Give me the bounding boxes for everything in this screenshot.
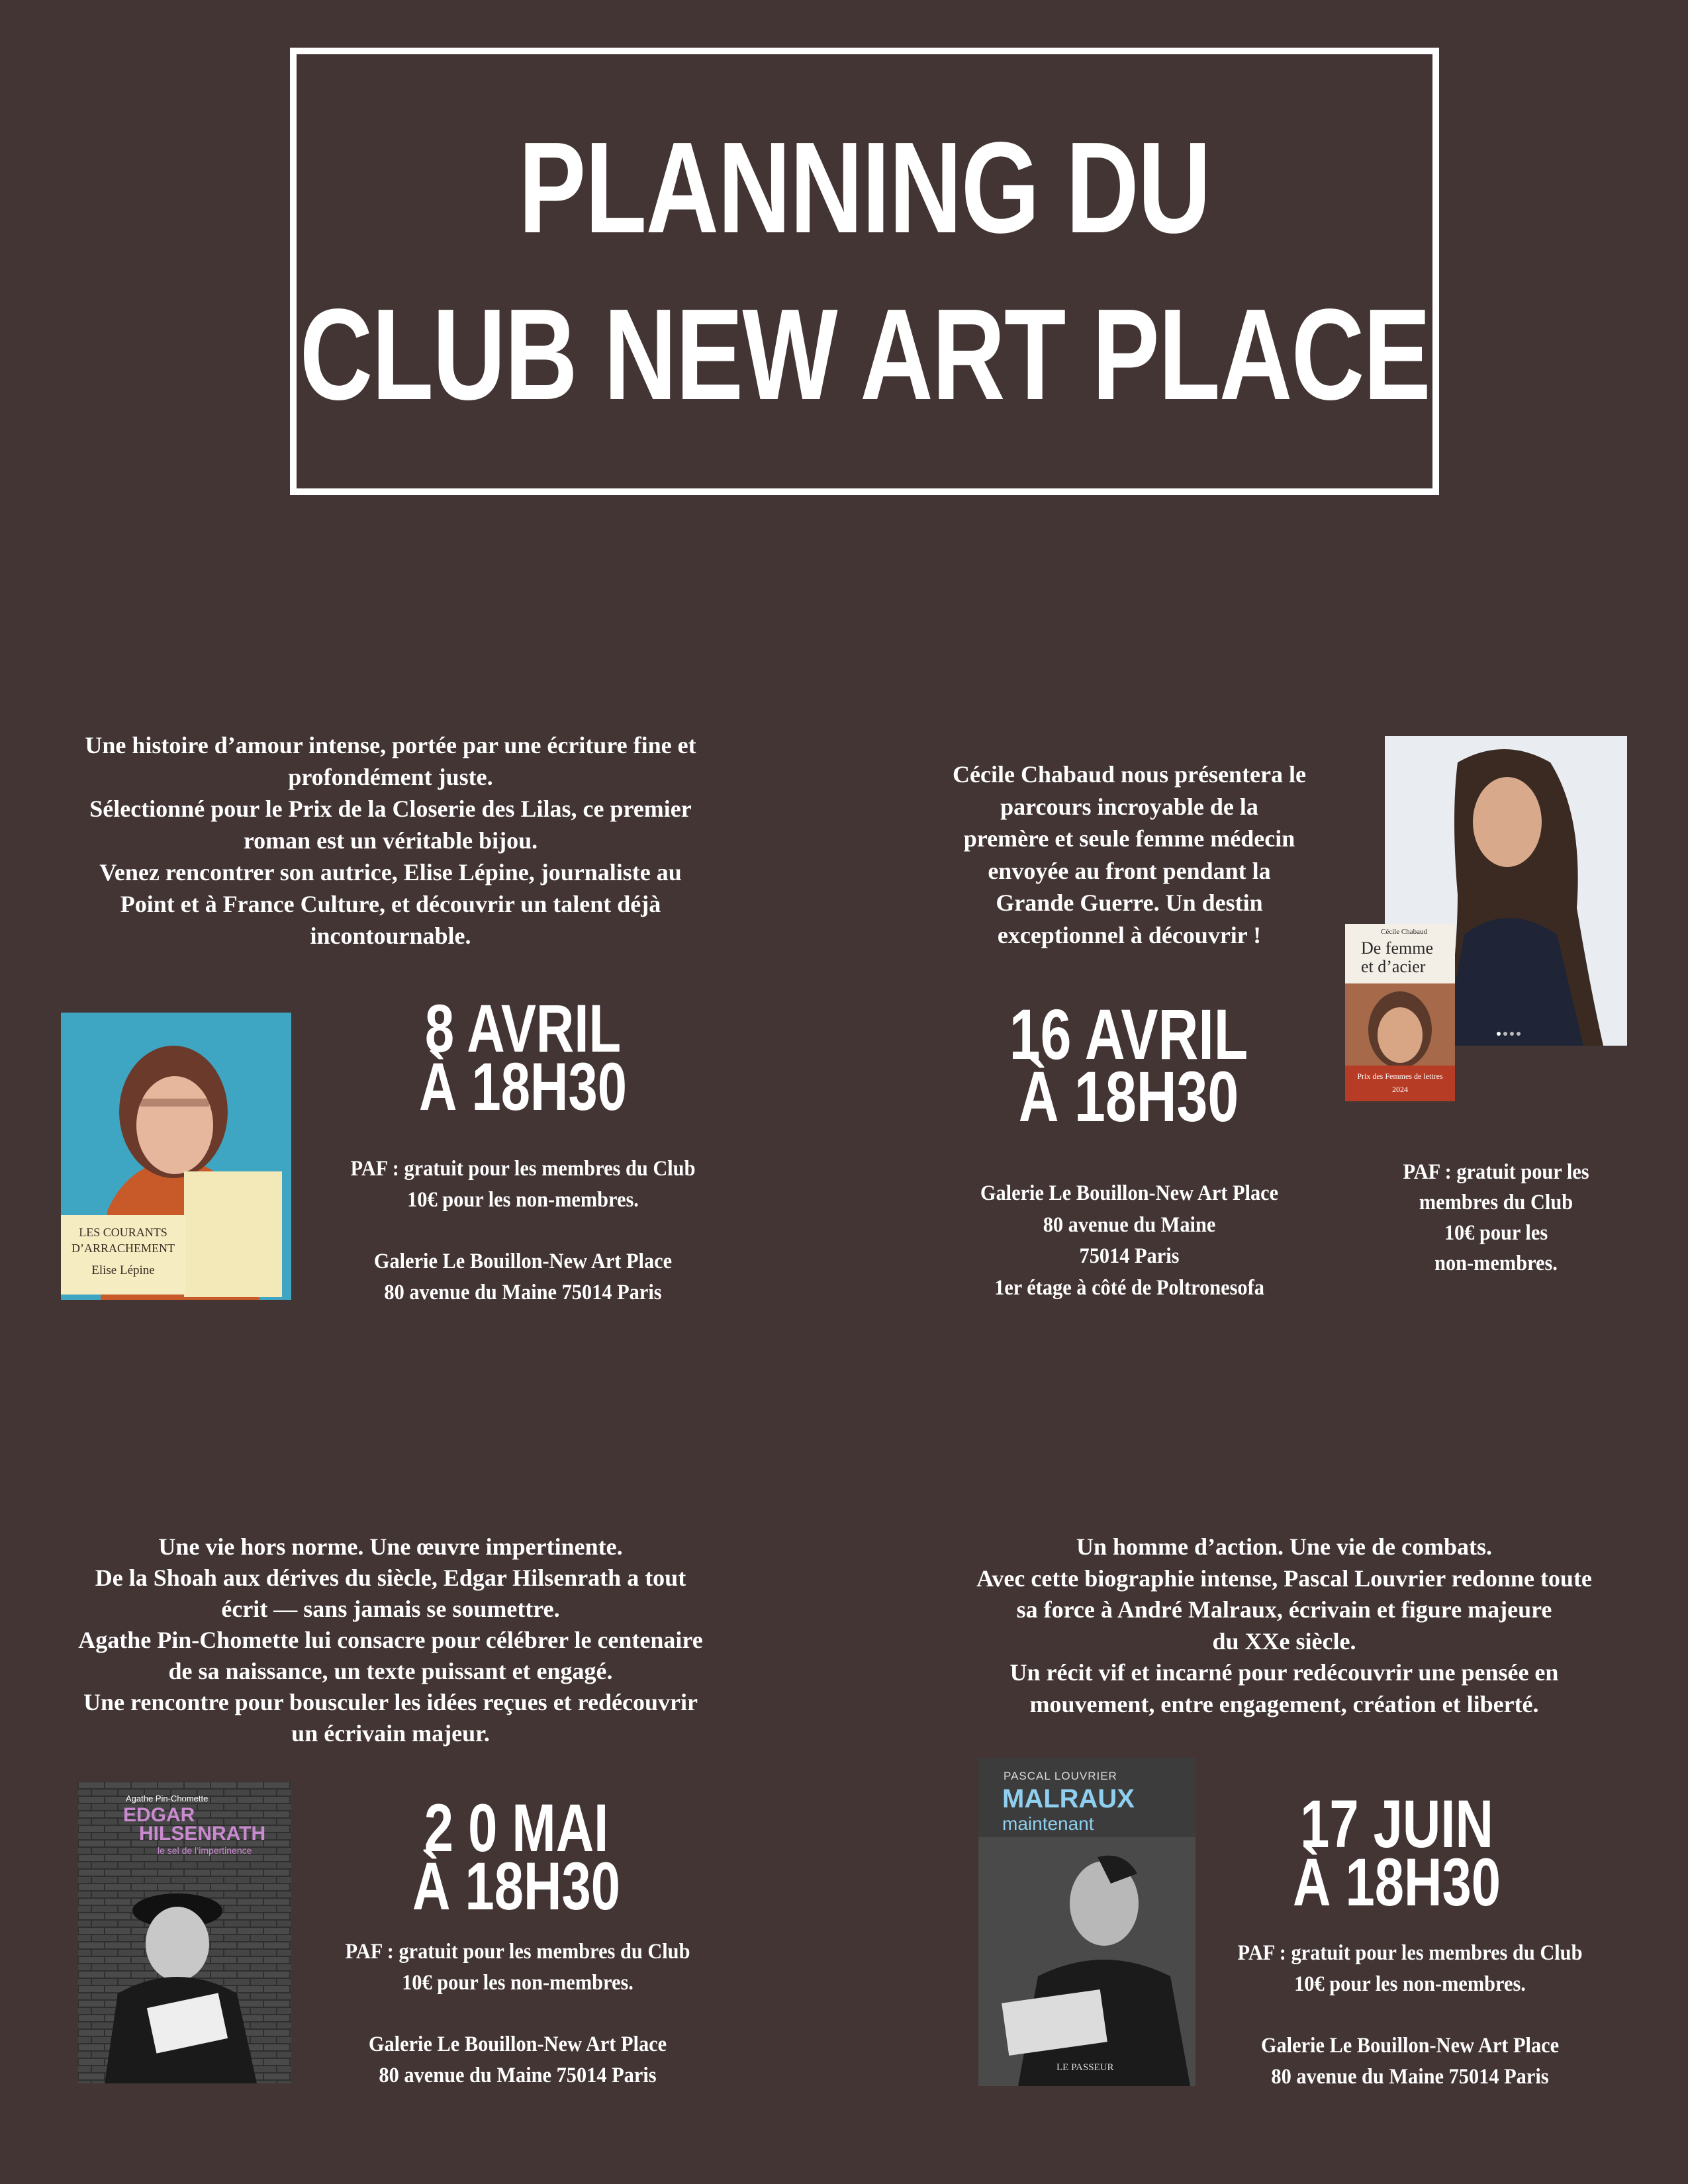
book-title-line-1: LES COURANTS — [79, 1226, 167, 1239]
event-1-description: Une histoire d’amour intense, portée par une écriture fine et profondément juste. Sélectionné pour le Prix de la Closerie des Lilas, ce premier roman est un véritable bijou. Venez rencontrer son autrice, Elise Lépine, journaliste au Point et à France Culture, et découvrir un talent déjà incontournable. — [85, 732, 696, 949]
event-1-venue-line-2: 80 avenue du Maine 75014 Paris — [384, 1281, 662, 1304]
book-prize-year: 2024 — [1392, 1085, 1408, 1094]
book-title-line-1: EDGAR — [123, 1804, 195, 1826]
book-author: PASCAL LOUVRIER — [1004, 1770, 1117, 1782]
event-4-date: 17 JUIN À 18H30 — [1292, 1786, 1501, 1920]
event-3-venue-line-1: Galerie Le Bouillon-New Art Place — [368, 2032, 667, 2056]
book-title-line-2: D’ARRACHEMENT — [71, 1242, 175, 1255]
book-title-line-1: MALRAUX — [1002, 1784, 1135, 1813]
book-author: Cécile Chabaud — [1381, 928, 1427, 936]
event-2-venue: Galerie Le Bouillon-New Art Place 80 avenue du Maine 75014 Paris 1er étage à côté de Poltronesofa — [980, 1181, 1279, 1300]
book-title-line-2: HILSENRATH — [139, 1823, 266, 1844]
event-3-venue-line-2: 80 avenue du Maine 75014 Paris — [379, 2064, 657, 2087]
event-3-date: 2 0 MAI À 18H30 — [412, 1790, 620, 1924]
event-2-paf: PAF : gratuit pour les membres du Club 10€ pour les non-membres. — [1403, 1160, 1589, 1275]
event-1-info — [310, 1154, 736, 1308]
event-4-info — [1197, 1938, 1623, 2093]
book-prize-label: Prix des Femmes de lettres — [1357, 1071, 1443, 1081]
book-subtitle: le sel de l’impertinence — [158, 1845, 252, 1856]
event-4-paf-line-2: 10€ pour les non-membres. — [1294, 1972, 1526, 1996]
event-1-book-band — [61, 1215, 185, 1295]
book-title-line-2: maintenant — [1002, 1813, 1094, 1834]
event-1-venue-line-1: Galerie Le Bouillon-New Art Place — [373, 1250, 673, 1273]
event-3-book-cover — [78, 1782, 291, 2083]
book-author: Elise Lépine — [91, 1263, 155, 1277]
book-author: Agathe Pin-Chomette — [126, 1794, 209, 1803]
event-4-book-cover — [978, 1758, 1196, 2086]
event-2-date: 16 AVRIL À 18H30 — [1009, 994, 1248, 1136]
event-3-paf-line-1: PAF : gratuit pour les membres du Club — [345, 1940, 690, 1964]
event-2-description: Cécile Chabaud nous présentera le parcours incroyable de la premère et seule femme médecin envoyée au front pendant la Grande Guerre. Un destin exceptionnel à découvrir ! — [953, 761, 1306, 948]
event-3-paf-line-2: 10€ pour les non-membres. — [402, 1971, 633, 1995]
event-4-paf-line-1: PAF : gratuit pour les membres du Club — [1237, 1941, 1583, 1965]
book-title-line-2: et d’acier — [1361, 957, 1426, 976]
event-1-paf-line-2: 10€ pour les non-membres. — [407, 1188, 639, 1212]
book-title-line-1: De femme — [1361, 938, 1434, 958]
event-1-book-photo — [61, 1013, 291, 1300]
page-title-line-1: PLANNING DU — [518, 115, 1211, 260]
page-title-line-2: CLUB NEW ART PLACE — [299, 282, 1430, 427]
event-3-description: Une vie hors norme. Une œuvre impertinente. De la Shoah aux dérives du siècle, Edgar Hilsenrath a tout écrit — sans jamais se soumettre. Agathe Pin-Chomette lui consacre pour célébrer le centenaire de sa naissance, un texte puissant et engagé. Une rencontre pour bousculer les idées reçues et redécouvrir un écrivain majeur. — [78, 1533, 703, 1747]
event-1-paf-line-1: PAF : gratuit pour les membres du Club — [350, 1157, 696, 1181]
event-2-book-cover — [1345, 924, 1455, 1101]
event-3-info — [305, 1936, 731, 2091]
book-publisher: LE PASSEUR — [1056, 2062, 1114, 2073]
event-1-date: 8 AVRIL À 18H30 — [418, 991, 627, 1124]
event-4-venue-line-1: Galerie Le Bouillon-New Art Place — [1260, 2034, 1560, 2058]
event-4-description: Un homme d’action. Une vie de combats. Avec cette biographie intense, Pascal Louvrier redonne toute sa force à André Malraux, écrivain et figure majeure du XXe siècle. Un récit vif et incarné pour redécouvrir une pensée en mouvement, entre engagement, création et liberté. — [976, 1533, 1592, 1717]
book-prize-band — [1345, 1066, 1455, 1101]
event-4-venue-line-2: 80 avenue du Maine 75014 Paris — [1271, 2065, 1549, 2089]
title-box — [290, 48, 1439, 495]
